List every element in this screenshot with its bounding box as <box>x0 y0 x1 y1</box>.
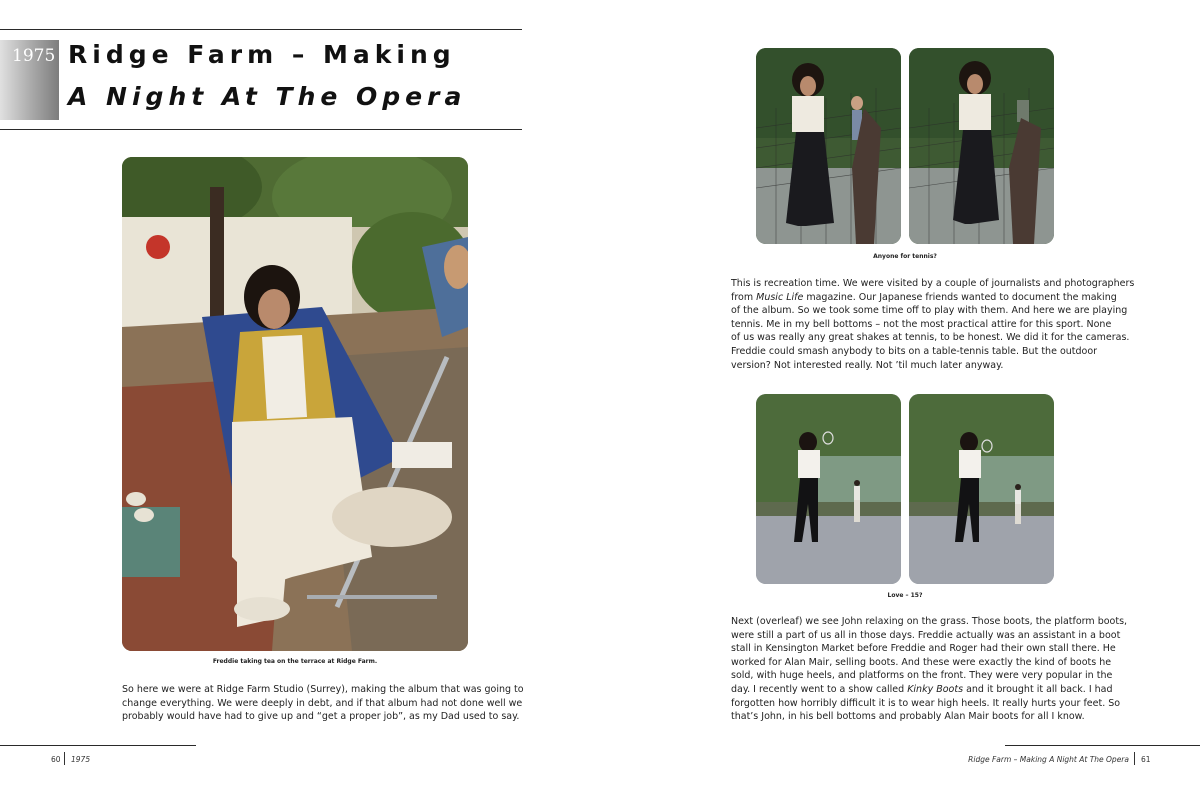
left-paragraph <box>122 683 524 724</box>
text-line: probably would have had to give up and “get a proper job”, as my Dad used to say. <box>122 711 520 723</box>
chapter-title-line1: Ridge Farm – Making <box>68 40 456 69</box>
text-line <box>731 318 1112 332</box>
text-run: Freddie could smash anybody to bits on a table-tennis table. But the outdoor <box>731 345 1098 357</box>
show-title: Kinky Boots <box>907 683 964 695</box>
text-run: were still a part of us all in those days. Freddie actually was an assistant in a boot <box>731 629 1121 641</box>
text-line <box>731 669 1113 683</box>
text-line <box>731 277 1135 291</box>
text-run: tennis. Me in my bell bottoms – not the most practical attire for this sport. None <box>731 318 1112 330</box>
page-number-left: 60 <box>51 755 61 764</box>
footer-separator-right <box>1134 752 1135 765</box>
photo-tennis-court-2 <box>909 394 1054 584</box>
text-run: of us was really any great shakes at tennis, to be honest. We did it for the cameras. <box>731 332 1130 344</box>
footer-separator-left <box>64 752 65 765</box>
photo-caption-tennis: Anyone for tennis? <box>873 253 937 260</box>
header-bottom-rule <box>0 129 522 130</box>
text-run: forgotten how horribly difficult it is to wear high heels. It really hurts your feet. So <box>731 697 1121 709</box>
text-run: sold, with huge heels, and platforms on the front. They were very popular in the <box>731 670 1113 682</box>
header-top-rule <box>0 29 522 30</box>
right-paragraph-1 <box>731 277 1135 372</box>
text-line <box>731 656 1112 670</box>
photo-tennis-net-1 <box>756 48 901 244</box>
text-line <box>731 359 1079 373</box>
photo-tennis-net-2 <box>909 48 1054 244</box>
text-line <box>731 683 1113 697</box>
text-line <box>731 345 1098 359</box>
text-run: stall in Kensington Market before Freddie and Roger had their own stall there. He <box>731 643 1116 655</box>
footer-rule-left <box>0 745 196 746</box>
text-line <box>731 710 1085 724</box>
chapter-title-line2: A Night At The Opera <box>68 82 467 111</box>
text-line <box>731 291 1117 305</box>
running-head-right: Ridge Farm – Making A Night At The Opera <box>968 755 1129 764</box>
text-line <box>731 642 1116 656</box>
text-line: change everything. We were deeply in debt, and if that album had not done well we <box>122 697 523 709</box>
text-run: and it brought it all back. I had <box>963 683 1113 695</box>
chapter-year: 1975 <box>12 46 56 66</box>
right-paragraph-2 <box>731 615 1128 724</box>
text-run: worked for Alan Mair, selling boots. And these were exactly the kind of boots he <box>731 656 1112 668</box>
photo-caption-love: Love – 15? <box>887 592 923 599</box>
text-line <box>731 697 1121 711</box>
year-box <box>0 40 59 120</box>
text-run: This is recreation time. We were visited by a couple of journalists and photographers <box>731 278 1135 289</box>
text-run: magazine. Our Japanese friends wanted to document the making <box>803 291 1117 303</box>
running-head-left: 1975 <box>71 755 91 764</box>
text-run: from <box>731 291 757 303</box>
photo-tennis-court-1 <box>756 394 901 584</box>
text-run: that’s John, in his bell bottoms and probably Alan Mair boots for all I know. <box>731 711 1085 723</box>
page-number-right: 61 <box>1141 755 1151 764</box>
text-line <box>731 629 1121 643</box>
text-line <box>731 331 1130 345</box>
text-run: of the album. So we took some time off to play with them. And here we are playing <box>731 305 1128 317</box>
text-run: Next (overleaf) we see John relaxing on the grass. Those boots, the platform boots, <box>731 616 1128 627</box>
text-line <box>731 615 1128 629</box>
magazine-title: Music Life <box>756 291 804 303</box>
photo-caption-terrace: Freddie taking tea on the terrace at Ridge Farm. <box>212 658 378 665</box>
text-run: version? Not interested really. Not ’til much later anyway. <box>731 359 1004 371</box>
text-run: day. I recently went to a show called <box>731 683 908 695</box>
text-line: So here we were at Ridge Farm Studio (Surrey), making the album that was going to <box>122 684 524 695</box>
footer-rule-right <box>1005 745 1200 746</box>
photo-terrace <box>122 157 468 651</box>
text-line <box>731 304 1128 318</box>
